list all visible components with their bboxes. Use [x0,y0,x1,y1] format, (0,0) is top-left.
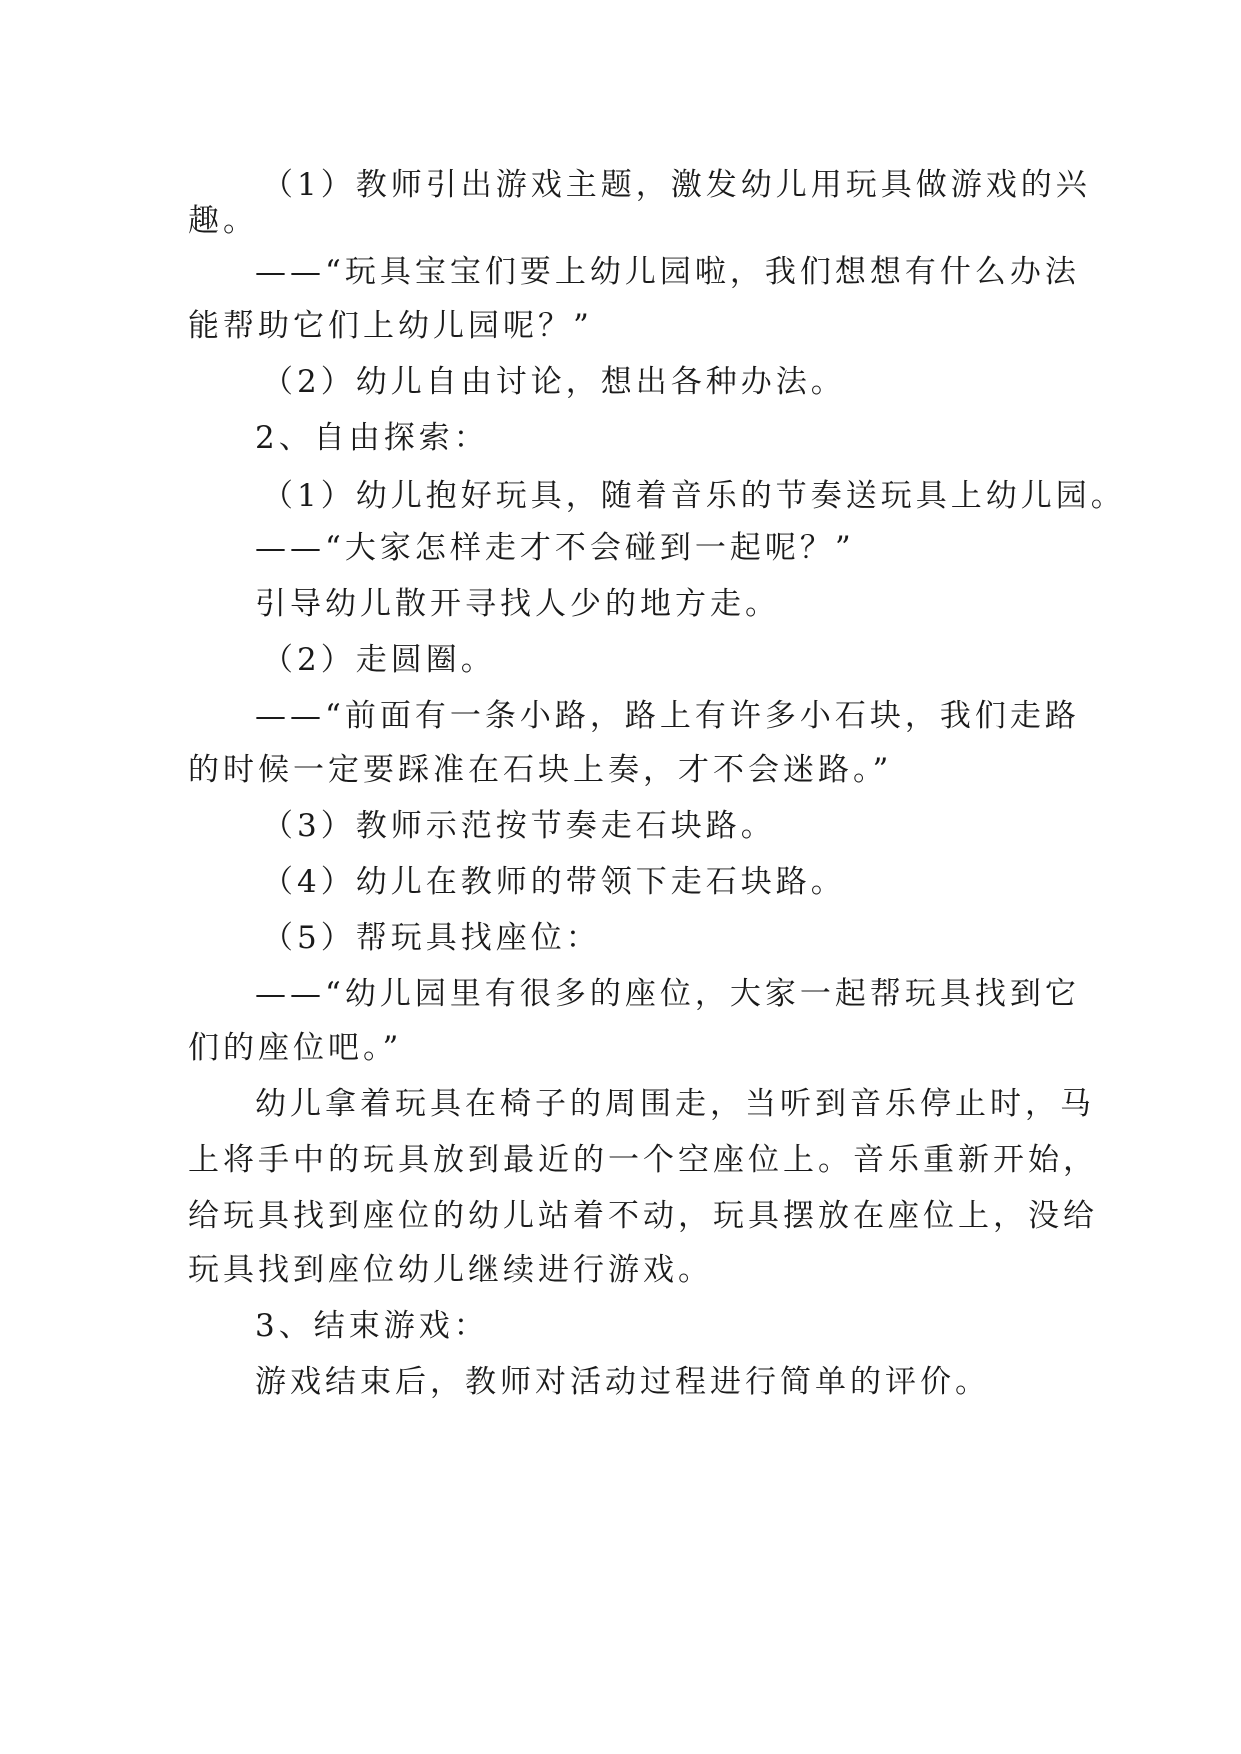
paragraph-line: 引导幼儿散开寻找人少的地方走。 [255,586,780,622]
paragraph-line: 趣。 [188,203,258,239]
paragraph-line: （1）教师引出游戏主题，激发幼儿用玩具做游戏的兴 [262,167,1091,203]
quote-line: 的时候一定要踩准在石块上奏，才不会迷路。” [188,752,893,788]
paragraph-line: 玩具找到座位幼儿继续进行游戏。 [188,1252,713,1288]
section-heading: 2、自由探索： [255,420,489,456]
paragraph-line: （5）帮玩具找座位： [262,920,601,956]
quote-line: ——“幼儿园里有很多的座位，大家一起帮玩具找到它 [255,976,1080,1012]
quote-line: 能帮助它们上幼儿园呢？” [188,308,593,344]
quote-line: ——“前面有一条小路，路上有许多小石块，我们走路 [255,698,1080,734]
paragraph-line: （2）走圆圈。 [262,642,496,678]
paragraph-line: （2）幼儿自由讨论，想出各种办法。 [262,364,846,400]
paragraph-line: 游戏结束后，教师对活动过程进行简单的评价。 [255,1364,990,1400]
quote-line: 们的座位吧。” [188,1030,403,1066]
paragraph-line: （1）幼儿抱好玩具，随着音乐的节奏送玩具上幼儿园。 [262,478,1126,514]
paragraph-line: （4）幼儿在教师的带领下走石块路。 [262,864,846,900]
paragraph-line: （3）教师示范按节奏走石块路。 [262,808,776,844]
quote-line: ——“大家怎样走才不会碰到一起呢？” [255,530,855,566]
paragraph-line: 上将手中的玩具放到最近的一个空座位上。音乐重新开始， [188,1142,1098,1178]
quote-line: ——“玩具宝宝们要上幼儿园啦，我们想想有什么办法 [255,254,1080,290]
paragraph-line: 幼儿拿着玩具在椅子的周围走，当听到音乐停止时，马 [255,1086,1095,1122]
paragraph-line: 给玩具找到座位的幼儿站着不动，玩具摆放在座位上，没给 [188,1198,1098,1234]
section-heading: 3、结束游戏： [255,1308,489,1344]
